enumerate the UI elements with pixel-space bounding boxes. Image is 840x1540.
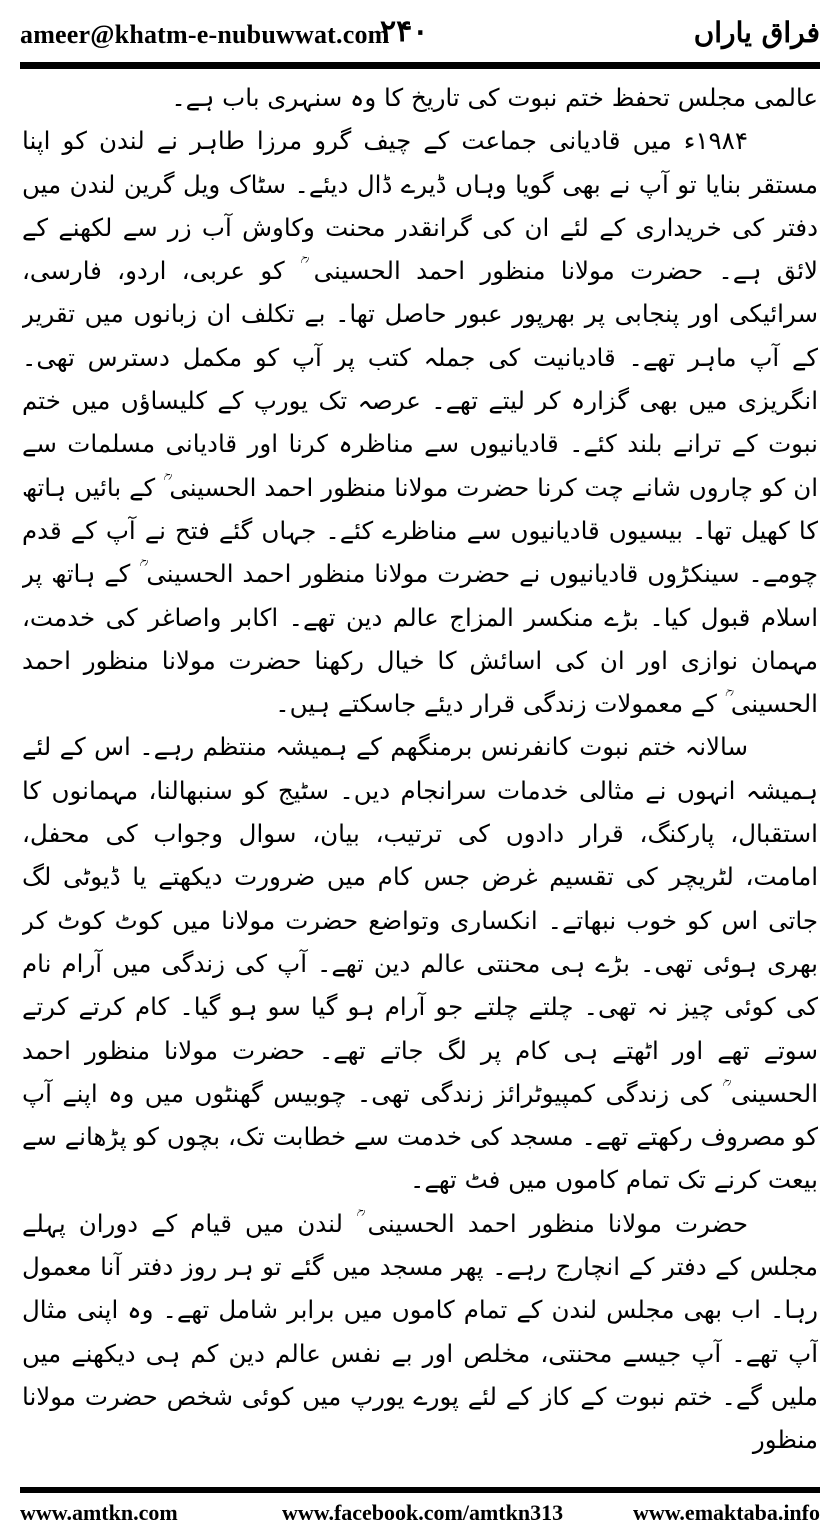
footer-rule: [20, 1487, 820, 1493]
header-rule: [20, 62, 820, 69]
footer-link-emaktaba[interactable]: www.emaktaba.info: [632, 1500, 820, 1525]
paragraph-1: عالمی مجلس تحفظ ختم نبوت کی تاریخ کا وہ سنہری باب ہے۔: [171, 83, 818, 112]
paragraph-3: سالانہ ختم نبوت کانفرنس برمنگھم کے ہمیشہ منتظم رہے۔ اس کے لئے ہمیشہ انہوں نے مثالی خدمات سرانجام دیں۔ سٹیج کو سنبھالنا، مہمانوں کا استقبال، پارکنگ، قرار دادوں کی ترتیب، بیان، سوال وجواب کی محفل، امامت، لٹریچر کی تقسیم غرض جس کام میں ضرورت دیکھتے یا ڈیوٹی لگ جاتی اس کو خوب نبھاتے۔ انکساری وتواضع حضرت مولانا میں کوٹ کوٹ کر بھری ہوئی تھی۔ بڑے ہی محنتی عالم دین تھے۔ آپ کی زندگی میں آرام نام کی کوئی چیز نہ تھی۔ چلتے چلتے جو آرام ہو گیا سو ہو گیا۔ کام کرتے کرتے سوتے تھے اور اٹھتے ہی کام پر لگ جاتے تھے۔ حضرت مولانا منظور احمد الحسینی ؒ کی زندگی کمپیوٹرائز زندگی تھی۔ چوبیس گھنٹوں میں وہ اپنے آپ کو مصروف رکھتے تھے۔ مسجد کی خدمت سے خطابت تک، بچوں کو پڑھانے سے بیعت کرنے تک تمام کاموں میں فٹ تھے۔: [22, 732, 818, 1195]
page-footer: [20, 1500, 820, 1530]
page-number: ۲۴۰: [380, 14, 429, 49]
paragraph-2: ۱۹۸۴ء میں قادیانی جماعت کے چیف گرو مرزا طاہر نے لندن کو اپنا مستقر بنایا تو آپ نے بھی گویا وہاں ڈیرے ڈال دیئے۔ سٹاک ویل گرین لندن میں دفتر کی خریداری کے لئے ان کی گرانقدر محنت وکاوش آب زر سے لکھنے کے لائق ہے۔ حضرت مولانا منظور احمد الحسینی ؒ کو عربی، اردو، فارسی، سرائیکی اور پنجابی پر بھرپور عبور حاصل تھا۔ بے تکلف ان زبانوں میں تقریر کے آپ ماہر تھے۔ قادیانیت کی جملہ کتب پر آپ کو مکمل دسترس تھی۔ انگریزی میں بھی گزارہ کر لیتے تھے۔ عرصہ تک یورپ کے کلیساؤں میں ختم نبوت کے ترانے بلند کئے۔ قادیانیوں سے مناظرہ کرنا اور قادیانی مسلمات سے ان کو چاروں شانے چت کرنا حضرت مولانا منظور احمد الحسینی ؒ کے بائیں ہاتھ کا کھیل تھا۔ بیسیوں قادیانیوں سے مناظرے کئے۔ جہاں گئے فتح نے آپ کے قدم چومے۔ سینکڑوں قادیانیوں نے حضرت مولانا منظور احمد الحسینی ؒ کے ہاتھ پر اسلام قبول کیا۔ بڑے منکسر المزاج عالم دین تھے۔ اکابر واصاغر کی خدمت، مہمان نوازی اور ان کی اسائش کا خیال رکھنا حضرت مولانا منظور احمد الحسینی ؒ کے معمولات زندگی قرار دیئے جاسکتے ہیں۔: [22, 126, 818, 719]
header-email: ameer@khatm-e-nubuwwat.com: [20, 20, 390, 49]
page-header: [20, 14, 820, 60]
page-body: [22, 76, 818, 1476]
book-title: فراق یاراں: [693, 16, 820, 49]
paragraph-4: حضرت مولانا منظور احمد الحسینی ؒ لندن میں قیام کے دوران پہلے مجلس کے دفتر کے انچارج رہے۔ پھر مسجد میں گئے تو ہر روز دفتر آنا معمول رہا۔ اب بھی مجلس لندن کے تمام کاموں میں برابر شامل تھے۔ وہ اپنی مثال آپ تھے۔ آپ جیسے محنتی، مخلص اور بے نفس عالم دین کم ہی دیکھنے میں ملیں گے۔ ختم نبوت کے کاز کے لئے پورے یورپ میں کوئی شخص حضرت مولانا منظور: [22, 1208, 818, 1455]
footer-link-amtkn[interactable]: www.amtkn.com: [20, 1500, 178, 1525]
footer-link-facebook[interactable]: www.facebook.com/amtkn313: [282, 1500, 564, 1525]
